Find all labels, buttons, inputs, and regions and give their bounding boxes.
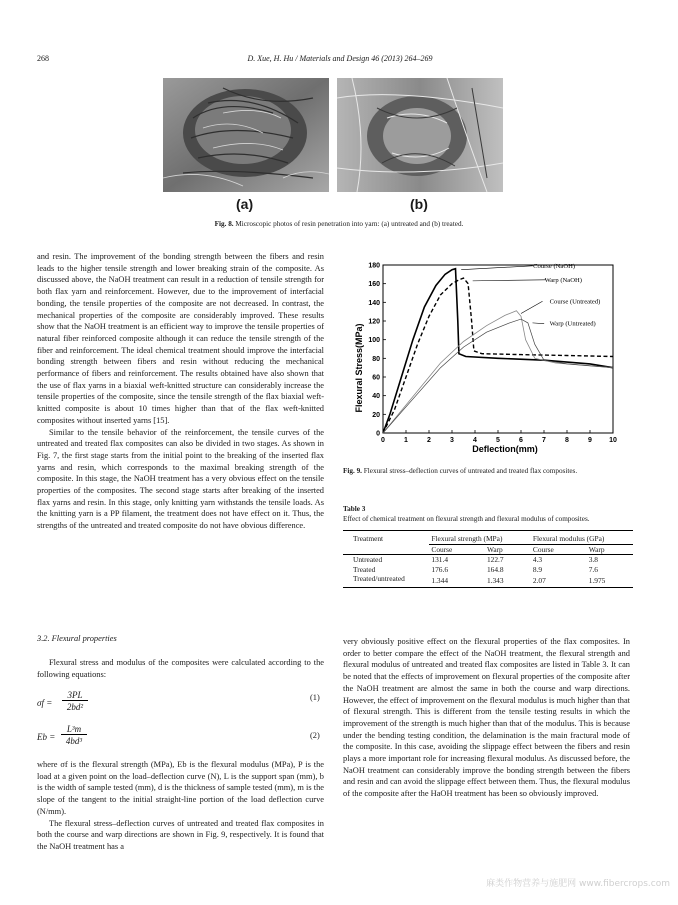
table-header: Flexural modulus (GPa) (531, 531, 633, 545)
x-tick-label: 7 (542, 437, 546, 444)
page-number: 268 (37, 54, 49, 63)
section-heading: 3.2. Flexural properties (37, 634, 117, 643)
series-arrow-3 (533, 323, 545, 324)
paragraph: where σf is the flexural strength (MPa), Eb is the flexural modulus (MPa), P is the load at a given point on the load–deflection curve (N), L is the support span (mm), b is the width of sample tested (mm), d is the thickness of sample tested (mm), m is the slope of the tangent to the initial straight-line portion of the load deflection curve (N/mm). (37, 760, 324, 816)
table-cell: 3.8 (588, 555, 598, 565)
x-tick-label: 10 (609, 437, 617, 444)
x-tick-label: 9 (588, 437, 592, 444)
x-ticks (381, 430, 617, 444)
flexural-chart (343, 256, 633, 456)
table-row (343, 574, 633, 587)
table-cell: 122.7 (486, 555, 504, 565)
series-line-0 (383, 269, 613, 433)
equation-1-number: (1) (310, 693, 320, 702)
equation-1-lhs: σf = (37, 698, 53, 708)
series-line-2 (383, 311, 613, 433)
table-row (343, 565, 633, 575)
x-tick-label: 8 (565, 437, 569, 444)
table-subheader: Warp (486, 544, 503, 554)
series-arrow-0 (461, 266, 533, 270)
table-cell: 8.9 (532, 564, 543, 574)
chart-axes (383, 262, 613, 433)
photo-label-a: (a) (236, 196, 254, 212)
table-cell: 4.3 (532, 555, 543, 565)
figure-8-caption-text: Microscopic photos of resin penetration into yarn: (a) untreated and (b) treated. (233, 220, 464, 228)
micro-photo-untreated (163, 78, 329, 192)
equation-1-numerator: 3PL (62, 690, 88, 701)
watermark: 麻类作物营养与施肥网 www.fibercrops.com (486, 879, 670, 889)
equation-2-numerator: L³m (61, 724, 87, 735)
series-arrow-2 (521, 301, 543, 313)
chart-annotations (461, 263, 600, 328)
y-tick-label: 140 (368, 299, 380, 307)
micro-photo-treated (337, 78, 503, 192)
paragraph: very obviously positive effect on the flexural properties of the flax composites. In order to better compare the effect of the NaOH treatment, the flexural strength and flexural modulus of untreated and treated flax composites are listed in Table 3. It can be noted that the effects of improvement on flexural properties of the composite after the NaOH treatment are almost the same in both the course and warp directions. However, the effect of improvement on the flexural modulus is much higher than that of flexural strength. This is different from the tensile testing results in which the improvement of the strength is much higher than that of the modulus. This is because under the bending testing condition, the delamination is the main fractural mode of the composite. In this case, avoiding the slippage effect between the fibers and resin plays a more important role for increasing flexural modulus. As discussed before, the NaOH treatment can considerably improve the bonding strength between the fibers and resin and can avoid the slippage effect between them. Thus, the flexural modulus of the composite after the HaOH treatment has been so obviously improved. (343, 637, 630, 799)
x-tick-label: 4 (473, 437, 477, 444)
table-row (343, 555, 633, 565)
table-cell: 164.8 (486, 564, 504, 574)
x-tick-label: 1 (404, 437, 408, 444)
x-tick-label: 6 (519, 437, 523, 444)
x-tick-label: 0 (381, 437, 385, 444)
equation-2-number: (2) (310, 731, 320, 740)
table-cell: 7.6 (588, 564, 598, 574)
table-subheader-row (343, 544, 633, 555)
running-header: D. Xue, H. Hu / Materials and Design 46 (2013) 264–269 (247, 54, 433, 63)
table-subheader: Course (431, 544, 453, 554)
table-cell: 131.4 (431, 555, 449, 565)
left-column-bottom (37, 759, 324, 853)
right-column (343, 636, 630, 800)
figure-9-caption-label: Fig. 9. (343, 467, 362, 475)
y-tick-label: 40 (372, 393, 380, 401)
table-cell: Untreated (353, 555, 383, 565)
y-tick-label: 100 (368, 337, 380, 345)
figure-8-caption (0, 220, 678, 228)
table-header: Treatment (353, 534, 384, 544)
table-cell: 1.343 (486, 575, 504, 585)
y-tick-label: 120 (368, 318, 380, 326)
table-cell: 1.975 (588, 575, 606, 585)
table-cell: 176.6 (431, 564, 449, 574)
table-header-row (343, 531, 633, 545)
series-label-2: Course (Untreated) (549, 298, 601, 306)
equation-2-lhs: Eb = (37, 732, 56, 742)
paragraph: and resin. The improvement of the bonding strength between the fibers and resin leads to the higher tensile strength and lower breaking strain of the composite. As discussed above, the NaOH treatment can result in a reduction of tensile strength for both flax yarn and reinforcement. However, due to the improvement of interfacial bonding, the tensile properties of the composite are not decreased. In contrast, the mechanical properties of the composite are considerably improved. These results show that the NaOH treatment is an efficient way to improve the tensile properties of natural fiber reinforced composite although it can reduce the tensile strength of the fiber and reinforcement. The ideal chemical treatment should improve the interfacial bonding strength between fibers and resin without reducing the mechanical performance of fibers and reinforcement. The results obtained have also shown that the use of flax yarns in a biaxial weft-knitted structure can considerably increase the tensile properties of the composite, since the tensile strength of the flax biaxial weft-knitted composite is about 10 times higher than that of the flax weft-knitted composites without inserted yarns [15]. (37, 252, 324, 425)
figure-9-caption (343, 467, 643, 475)
equation-2-denominator: 4bd³ (65, 736, 83, 746)
y-tick-label: 180 (368, 262, 380, 270)
paragraph: Flexural stress and modulus of the composites were calculated according to the following equations: (37, 658, 324, 679)
table-cell: Treated (353, 564, 376, 574)
table-cell: 1.344 (431, 575, 449, 585)
left-column (37, 251, 324, 532)
figure-8-caption-label: Fig. 8. (214, 220, 234, 228)
equation-1-denominator: 2bd² (66, 702, 84, 712)
y-tick-label: 60 (372, 374, 380, 382)
photo-label-b: (b) (410, 196, 428, 212)
y-axis-label: Flexural Stress(MPa) (354, 323, 364, 413)
plot-frame (383, 262, 613, 433)
series-label-3: Warp (Untreated) (549, 320, 596, 328)
series-label-1: Warp (NaOH) (544, 276, 582, 284)
series-arrow-1 (473, 280, 546, 281)
table-3-label: Table 3 (343, 505, 366, 513)
table-3 (343, 530, 633, 588)
table-3-title-label (343, 505, 365, 513)
y-tick-label: 20 (372, 411, 380, 419)
x-axis-label: Deflection(mm) (472, 444, 538, 454)
x-tick-label: 2 (427, 437, 431, 444)
table-subheader: Course (532, 544, 554, 554)
figure-9-caption-text: Flexural stress–deflection curves of untreated and treated flax composites. (361, 467, 578, 475)
table-cell: Treated/untreated (353, 574, 405, 584)
y-tick-label: 0 (376, 430, 380, 438)
table-subheader: Warp (588, 544, 605, 554)
table-3-title: Effect of chemical treatment on flexural strength and flexural modulus of composites. (343, 515, 590, 523)
chart-lines (383, 269, 613, 433)
y-tick-label: 80 (372, 355, 380, 363)
x-tick-label: 3 (450, 437, 454, 444)
paragraph: The flexural stress–deflection curves of untreated and treated flax composites in both the course and warp directions are shown in Fig. 9, respectively. It is found that the NaOH treatment has a (37, 818, 324, 851)
table-cell: 2.07 (532, 575, 546, 585)
x-tick-label: 5 (496, 437, 500, 444)
series-label-0: Course (NaOH) (533, 262, 576, 270)
y-tick-label: 160 (368, 281, 380, 289)
series-line-3 (383, 319, 613, 433)
paragraph: Similar to the tensile behavior of the reinforcement, the tensile curves of the untreated and treated flax composites can also be divided in two stages. As shown in Fig. 7, the first stage starts from the initial point to the breaking of the inserted flax yarns and resin, which corresponds to the maximal breaking strength of the composite. In this stage, the NaOH treatment has a very obvious effect on the tensile properties of the composites. The second stage starts after breaking of the inserted flax yarns and resin. In this stage, only knitting yarn withstands the tensile loads. As the knitting yarn is a PP filament, the treatment does not have effect on it. Thus, the strengths of the untreated and treated composite do not have obvious difference. (37, 427, 324, 531)
table-header: Flexural strength (MPa) (429, 531, 531, 545)
